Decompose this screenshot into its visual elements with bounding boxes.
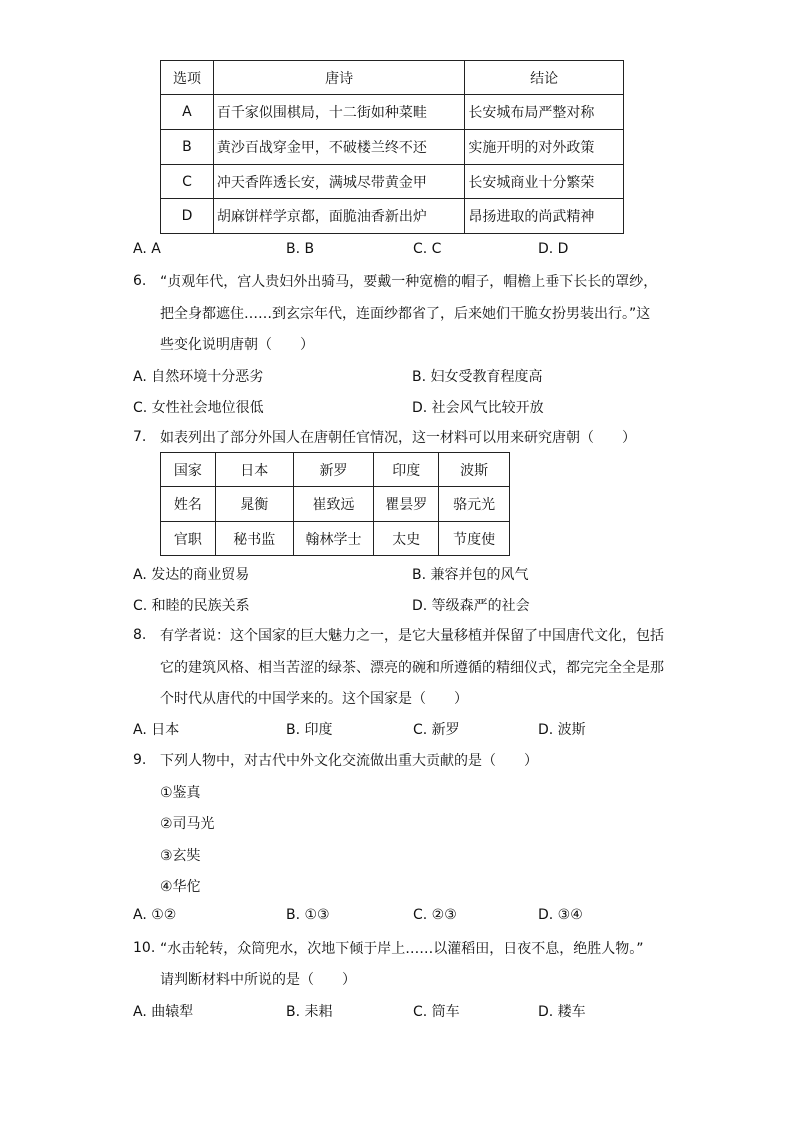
question-stem: 如表列出了部分外国人在唐朝任官情况，这一材料可以用来研究唐朝（ ） (160, 430, 636, 446)
question-stem-line: 把全身都遮住……到玄宗年代，连面纱都省了，后来她们干脆女扮男装出行。”这 (160, 306, 651, 322)
table-cell: 昂扬进取的尚武精神 (465, 199, 624, 234)
list-item: ②司马光 (160, 816, 215, 832)
option-a[interactable]: A. ①② (133, 907, 177, 923)
table-header-cell: 结论 (465, 61, 624, 95)
table-cell: 官职 (161, 522, 216, 556)
option-d[interactable]: D. 社会风气比较开放 (412, 400, 544, 416)
option-a[interactable]: A. 发达的商业贸易 (133, 567, 250, 583)
option-b[interactable]: B. 兼容并包的风气 (412, 567, 529, 583)
table-row (161, 130, 624, 165)
question-stem-line: 些变化说明唐朝（ ） (160, 337, 314, 353)
table-cell: 新罗 (293, 453, 374, 487)
table-cell: 冲天香阵透长安，满城尽带黄金甲 (213, 165, 464, 199)
question-number: 7. (133, 429, 147, 445)
table-cell: 骆元光 (439, 487, 510, 522)
question-stem: 下列人物中，对古代中外文化交流做出重大贡献的是（ ） (160, 753, 538, 769)
option-a[interactable]: A. A (133, 241, 161, 257)
option-c[interactable]: C. 和睦的民族关系 (133, 598, 250, 614)
question-stem-line: 个时代从唐代的中国学来的。这个国家是（ ） (160, 691, 468, 707)
option-b[interactable]: B. B (286, 241, 315, 257)
option-a[interactable]: A. 曲辕犁 (133, 1004, 194, 1020)
question-number: 8. (133, 627, 147, 643)
table-cell: 瞿昙罗 (374, 487, 439, 522)
table-header-row (161, 61, 624, 95)
table-cell: 实施开明的对外政策 (465, 130, 624, 165)
list-item: ③玄奘 (160, 848, 201, 864)
question-stem-line: 请判断材料中所说的是（ ） (160, 972, 356, 988)
table-cell: A (161, 95, 214, 130)
table-cell: 长安城布局严整对称 (465, 95, 624, 130)
option-b[interactable]: B. 耒耜 (286, 1004, 333, 1020)
table-cell: 晁衡 (215, 487, 293, 522)
table-cell: 胡麻饼样学京都，面脆油香新出炉 (213, 199, 464, 234)
option-c[interactable]: C. 新罗 (413, 722, 460, 738)
option-c[interactable]: C. ②③ (413, 907, 457, 923)
poem-table (160, 60, 624, 234)
option-a[interactable]: A. 日本 (133, 722, 180, 738)
question-number: 6. (133, 273, 147, 289)
question-stem-line: “水击轮转，众筒兜水，次地下倾于岸上……以灌稻田，日夜不息，绝胜人物。” (160, 941, 644, 957)
option-c[interactable]: C. 女性社会地位很低 (133, 400, 264, 416)
table-cell: 姓名 (161, 487, 216, 522)
table-row (161, 199, 624, 234)
question-number: 9. (133, 752, 147, 768)
question-stem-line: “贞观年代，宫人贵妇外出骑马，要戴一种宽檐的帽子，帽檐上垂下长长的罩纱， (160, 274, 658, 290)
question-number: 10. (133, 940, 156, 956)
table-row (161, 522, 510, 556)
table-cell: 波斯 (439, 453, 510, 487)
option-d[interactable]: D. 波斯 (538, 722, 586, 738)
table-row (161, 165, 624, 199)
table-cell: 节度使 (439, 522, 510, 556)
list-item: ①鉴真 (160, 785, 201, 801)
option-d[interactable]: D. ③④ (538, 907, 583, 923)
option-c[interactable]: C. C (413, 241, 442, 257)
table-cell: 翰林学士 (293, 522, 374, 556)
table-cell: B (161, 130, 214, 165)
table-cell: 百千家似围棋局，十二街如种菜畦 (213, 95, 464, 130)
table-row (161, 453, 510, 487)
table-header-cell: 唐诗 (213, 61, 464, 95)
table-cell: 黄沙百战穿金甲，不破楼兰终不还 (213, 130, 464, 165)
table-header-cell: 选项 (161, 61, 214, 95)
list-item: ④华佗 (160, 879, 201, 895)
table-cell: 国家 (161, 453, 216, 487)
option-b[interactable]: B. 印度 (286, 722, 333, 738)
table-cell: 秘书监 (215, 522, 293, 556)
table-cell: 长安城商业十分繁荣 (465, 165, 624, 199)
option-d[interactable]: D. D (538, 241, 569, 257)
table-row (161, 487, 510, 522)
option-b[interactable]: B. ①③ (286, 907, 330, 923)
option-c[interactable]: C. 筒车 (413, 1004, 460, 1020)
option-a[interactable]: A. 自然环境十分恶劣 (133, 369, 264, 385)
question-stem-line: 它的建筑风格、相当苦涩的绿茶、漂亮的碗和所遵循的精细仪式，都完完全全是那 (160, 660, 664, 676)
table-cell: 日本 (215, 453, 293, 487)
table-row (161, 95, 624, 130)
option-d[interactable]: D. 等级森严的社会 (412, 598, 530, 614)
table-cell: 太史 (374, 522, 439, 556)
table-cell: 崔致远 (293, 487, 374, 522)
option-b[interactable]: B. 妇女受教育程度高 (412, 369, 543, 385)
foreign-officials-table (160, 452, 510, 556)
question-stem-line: 有学者说：这个国家的巨大魅力之一，是它大量移植并保留了中国唐代文化，包括 (160, 628, 664, 644)
table-cell: D (161, 199, 214, 234)
option-d[interactable]: D. 耧车 (538, 1004, 586, 1020)
table-cell: 印度 (374, 453, 439, 487)
table-cell: C (161, 165, 214, 199)
